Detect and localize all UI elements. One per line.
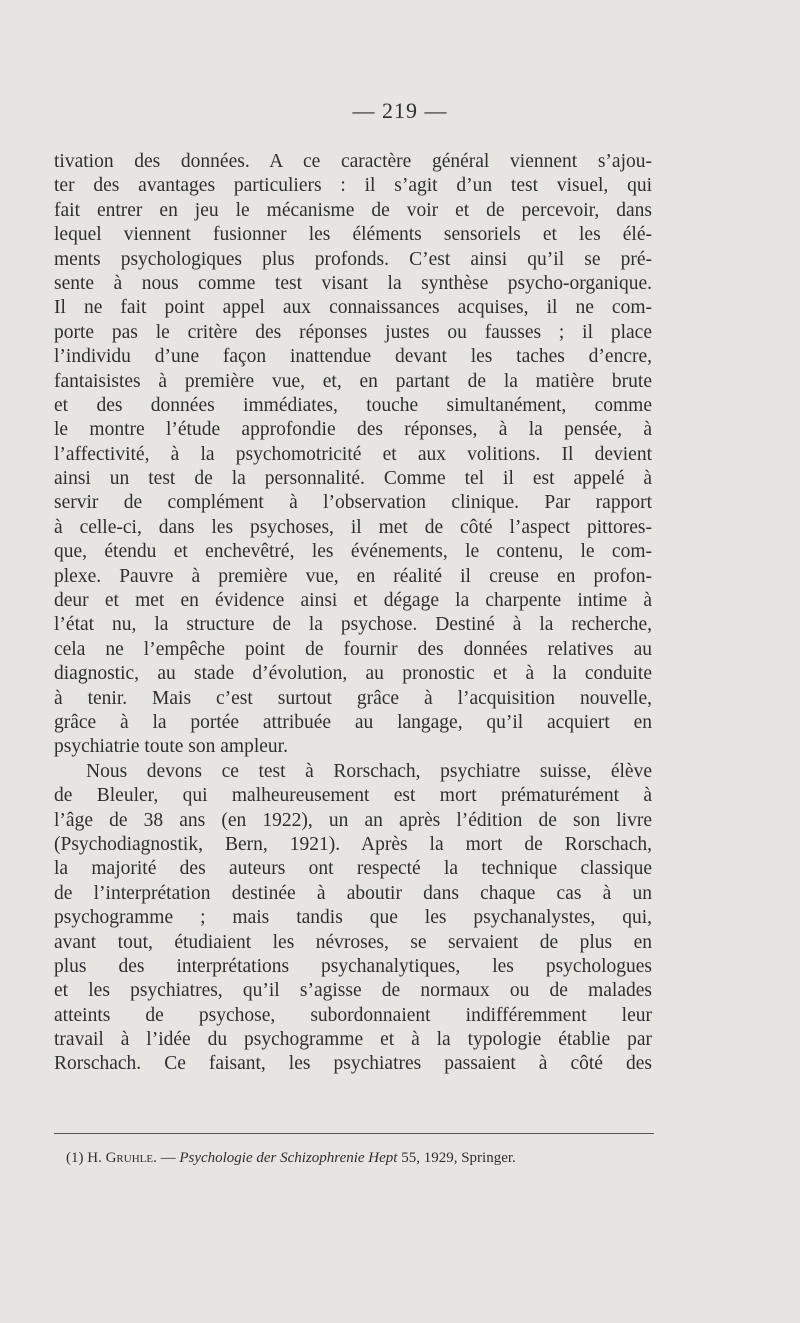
text-line: cela ne l’empêche point de fournir des données relatives au [54,638,652,660]
text-line: avant tout, étudiaient les névroses, se servaient de plus en [54,931,652,953]
text-line: sente à nous comme test visant la synthèse psycho-organique. [54,272,652,294]
text-line: plexe. Pauvre à première vue, en réalité il creuse en profon- [54,565,652,587]
text-line: servir de complément à l’observation clinique. Par rapport [54,492,652,514]
text-line: psychogramme ; mais tandis que les psychanalystes, qui, [54,907,652,929]
footnote-title: Psychologie der Schizophrenie Hept [179,1150,398,1166]
text-line: plus des interprétations psychanalytiques, les psychologues [54,955,652,977]
text-line: tivation des données. A ce caractère général viennent s’ajou- [54,151,652,172]
text-line: porte pas le critère des réponses justes ou fausses ; il place [54,321,652,343]
text-line: à celle-ci, dans les psychoses, il met de côté l’aspect pittores- [54,516,652,538]
text-line: et des données immédiates, touche simultanément, comme [54,394,652,416]
text-line: (Psychodiagnostik, Bern, 1921). Après la mort de Rorschach, [54,833,652,855]
text-line: de l’interprétation destinée à aboutir dans chaque cas à un [54,882,652,904]
text-line: l’affectivité, à la psychomotricité et aux volitions. Il devient [54,443,652,465]
footnote-author: H. Gruhle. [87,1150,157,1166]
text-line: et les psychiatres, qu’il s’agisse de normaux ou de malades [54,980,652,1002]
text-line: fantaisistes à première vue, et, en partant de la matière brute [54,370,652,392]
text-line: atteints de psychose, subordonnaient indifféremment leur [54,1004,652,1026]
text-line: de Bleuler, qui malheureusement est mort prématurément à [54,785,652,807]
footnote [66,1150,656,1167]
text-line: l’état nu, la structure de la psychose. Destiné à la recherche, [54,614,652,636]
text-line: ments psychologiques plus profonds. C’est ainsi qu’il se pré- [54,248,652,270]
text-line: travail à l’idée du psychogramme et à la typologie établie par [54,1029,652,1051]
text-line: Rorschach. Ce faisant, les psychiatres passaient à côté des [54,1053,652,1075]
text-line: fait entrer en jeu le mécanisme de voir et de percevoir, dans [54,199,652,221]
footnote-dash: — [160,1150,176,1166]
text-line: diagnostic, au stade d’évolution, au pronostic et à la conduite [54,663,652,685]
text-line: l’individu d’une façon inattendue devant les taches d’encre, [54,346,652,368]
text-line: ter des avantages particuliers : il s’agit d’un test visuel, qui [54,175,652,197]
text-line: lequel viennent fusionner les éléments sensoriels et les élé- [54,224,652,246]
text-line: ainsi un test de la personnalité. Comme tel il est appelé à [54,468,652,490]
footnote-rest: 55, 1929, Springer. [401,1150,516,1166]
text-line: Nous devons ce test à Rorschach, psychiatre suisse, élève [86,760,652,782]
body-text [54,150,652,1077]
text-line: Il ne fait point appel aux connaissances acquises, il ne com- [54,297,652,319]
footnote-divider [54,1133,654,1134]
page-number: — 219 — [352,98,448,123]
text-line: l’âge de 38 ans (en 1922), un an après l’édition de son livre [54,809,652,831]
text-line: le montre l’étude approfondie des réponses, à la pensée, à [54,419,652,441]
footnote-marker: (1) [66,1150,84,1166]
text-line: que, étendu et enchevêtré, les événements, le contenu, le com- [54,541,652,563]
text-line: grâce à la portée attribuée au langage, qu’il acquiert en [54,711,652,733]
text-line: à tenir. Mais c’est surtout grâce à l’acquisition nouvelle, [54,687,652,709]
text-line: la majorité des auteurs ont respecté la technique classique [54,858,652,880]
text-line: deur et met en évidence ainsi et dégage la charpente intime à [54,590,652,612]
text-line: psychiatrie toute son ampleur. [54,736,288,758]
